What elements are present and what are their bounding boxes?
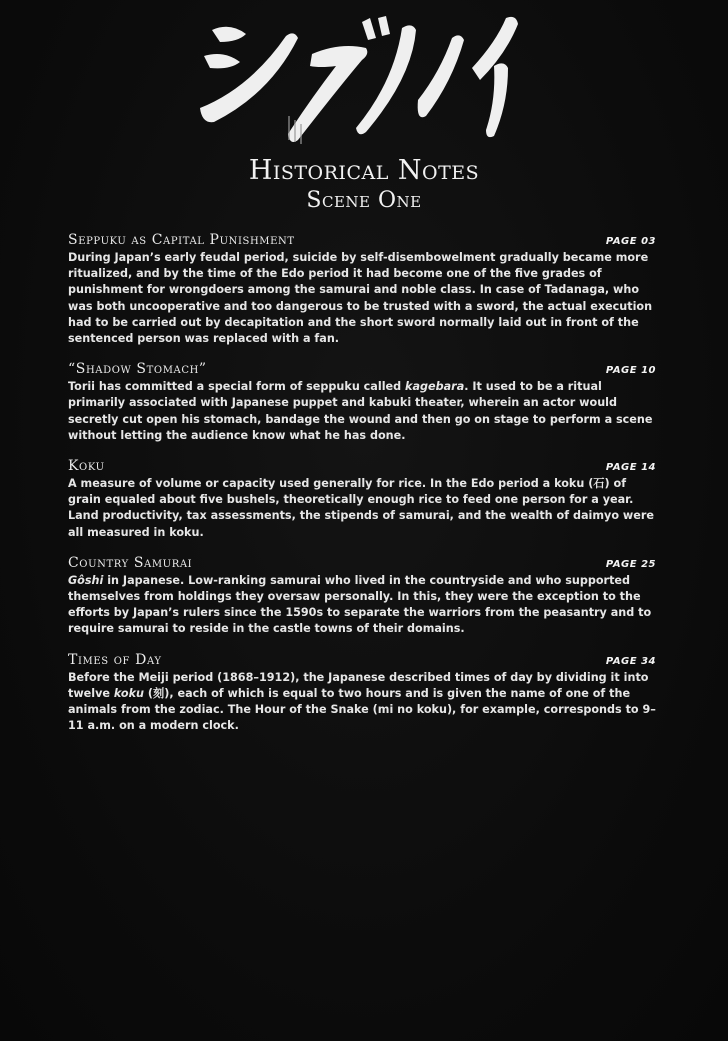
note-times-of-day xyxy=(68,652,656,735)
page-reference: PAGE 25 xyxy=(605,558,656,570)
brush-calligraphy-logo xyxy=(190,8,540,148)
note-title: Times of Day xyxy=(68,651,162,668)
note-header xyxy=(68,458,656,476)
note-koku xyxy=(68,458,656,541)
note-shadow-stomach xyxy=(68,361,656,444)
note-header xyxy=(68,232,656,250)
note-body: Gôshi in Japanese. Low-ranking samurai who lived in the countryside and who supported themselves from holdings they oversaw personally. In this, they were the exception to the efforts by Japan’s rulers since the 1590s to separate the warriors from the peasantry and to require samurai to reside in the castle towns of their domains. xyxy=(68,573,652,636)
note-body: A measure of volume or capacity used generally for rice. In the Edo period a koku (石) of grain equaled about five bushels, theoretically enough rice to feed one person for a year. Land productivity, tax assessments, the stipends of samurai, and the wealth of daimyo were all measured in koku. xyxy=(68,477,654,539)
note-title: “Shadow Stomach” xyxy=(68,361,207,378)
note-title: Seppuku as Capital Punishment xyxy=(68,232,295,248)
title-block xyxy=(0,154,728,214)
page-subtitle: Scene One xyxy=(306,188,422,213)
note-header xyxy=(68,555,656,573)
notes-list xyxy=(68,232,656,748)
note-header xyxy=(68,652,656,670)
page-reference: PAGE 10 xyxy=(605,365,656,377)
note-seppuku xyxy=(68,232,656,347)
page-reference: PAGE 14 xyxy=(605,462,656,474)
note-body: Torii has committed a special form of seppuku called kagebara. It used to be a ritual primarily associated with Japanese puppet and kabuki theater, wherein an actor would secretly cut open his stomach, bandage the wound and then go on stage to perform a scene without letting the audience know what he has done. xyxy=(68,380,653,442)
note-body: During Japan’s early feudal period, suicide by self-disembowelment gradually became more ritualized, and by the time of the Edo period it had become one of the five grades of punishment for wrongdoers among the samurai and noble class. In case of Tadanaga, who was both uncooperative and too dangerous to be trusted with a sword, the actual execution had to be carried out by decapitation and the short sword normally laid out in front of the sentenced person was replaced with a fan. xyxy=(68,251,653,346)
note-header xyxy=(68,361,656,379)
note-title: Country Samurai xyxy=(68,554,193,571)
page-reference: PAGE 34 xyxy=(605,655,656,667)
page-reference: PAGE 03 xyxy=(605,236,656,247)
page-title: Historical Notes xyxy=(248,155,480,186)
note-country-samurai xyxy=(68,555,656,638)
note-title: Koku xyxy=(68,458,105,475)
note-body: Before the Meiji period (1868–1912), the Japanese described times of day by dividing it into twelve koku (刻), each of which is equal to two hours and is given the name of one of the animals from the zodiac. The Hour of the Snake (mi no koku), for example, corresponds to 9–11 a.m. on a modern clock. xyxy=(68,670,656,733)
